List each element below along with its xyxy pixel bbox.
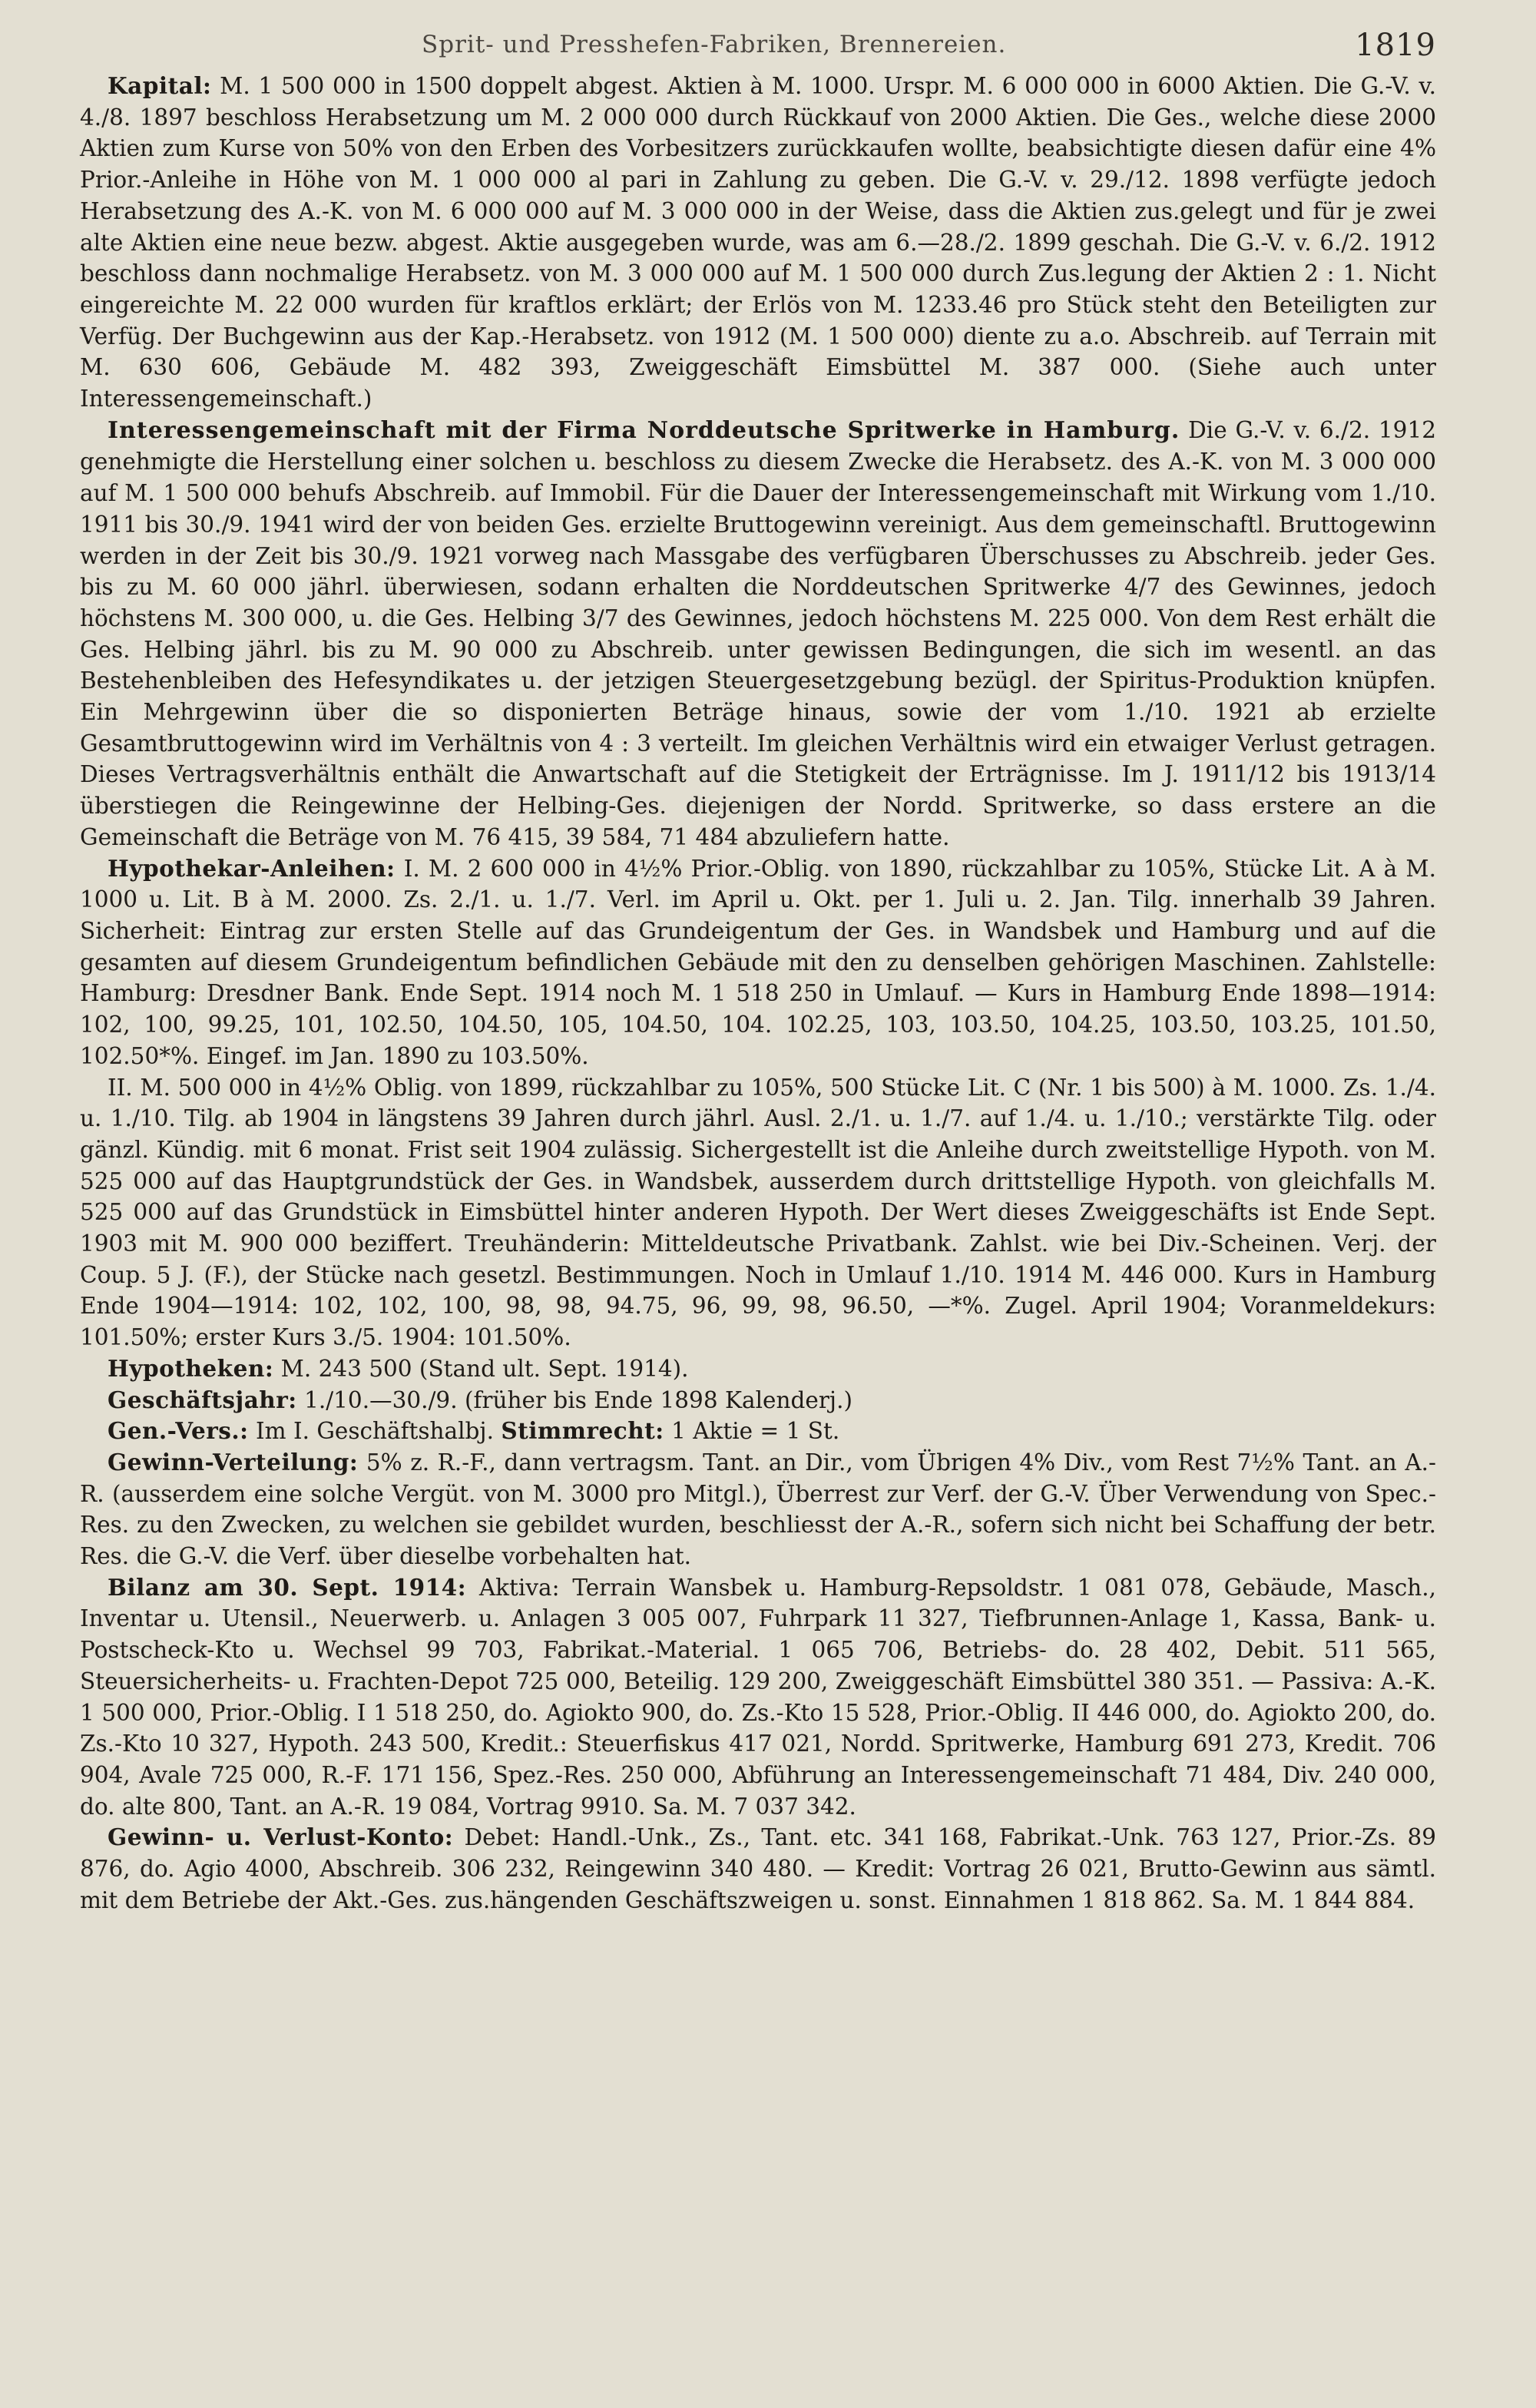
guv-paragraph xyxy=(80,1822,1436,1916)
guv-text: Debet: Handl.-Unk., Zs., Tant. etc. 341 168, Fabrikat.-Unk. 763 127, Prior.-Zs. 89 876, do. Agio 4000, Abschreib. 306 232, Reingewinn 340 480. — Kredit: Vortrag 26 021, Brutto-Gewinn aus sämtl. mit dem Betriebe der Akt.-Ges. zus.hängenden Geschäftszweigen u. sonst. Einnahmen 1 818 862. Sa. M. 1 844 884. xyxy=(80,1824,1436,1913)
bilanz-paragraph xyxy=(80,1572,1436,1823)
hypothekar-anleihen-paragraph xyxy=(80,853,1436,1072)
hyp-label: Hypothekar-Anleihen: xyxy=(108,854,396,882)
geschaeftsjahr-line xyxy=(80,1385,1436,1416)
guv-label: Gewinn- u. Verlust-Konto: xyxy=(108,1823,454,1851)
kapital-paragraph xyxy=(80,71,1436,415)
header-title: Sprit- und Presshefen-Fabriken, Brennereien. xyxy=(422,31,1007,58)
hypotheken-label: Hypotheken: xyxy=(108,1354,274,1382)
hypotheken-line xyxy=(80,1353,1436,1385)
bilanz-text: Aktiva: Terrain Wansbek u. Hamburg-Repsoldstr. 1 081 078, Gebäude, Masch., Inventar u. Utensil., Neuerwerb. u. Anlagen 3 005 007, Fuhrpark 11 327, Tiefbrunnen-Anlage 1, Kassa, Bank- u. Postscheck-Kto u. Wechsel 99 703, Fabrikat.-Material. 1 065 706, Betriebs- do. 28 402, Debit. 511 565, Steuersicherheits- u. Frachten-Depot 725 000, Beteilig. 129 200, Zweiggeschäft Eimsbüttel 380 351. — Passiva: A.-K. 1 500 000, Prior.-Oblig. I 1 518 250, do. Agiokto 900, do. Zs.-Kto 15 528, Prior.-Oblig. II 446 000, do. Agiokto 200, do. Zs.-Kto 10 327, Hypoth. 243 500, Kredit.: Steuerfiskus 417 021, Nordd. Spritwerke, Hamburg 691 273, Kredit. 706 904, Avale 725 000, R.-F. 171 156, Spez.-Res. 250 000, Abführung an Interessengemeinschaft 71 484, Div. 240 000, do. alte 800, Tant. an A.-R. 19 084, Vortrag 9910. Sa. M. 7 037 342. xyxy=(80,1574,1436,1820)
gewinn-verteilung-paragraph xyxy=(80,1447,1436,1572)
gen-vers-line xyxy=(80,1416,1436,1447)
stimmrecht-text: 1 Aktie = 1 St. xyxy=(671,1418,840,1445)
kapital-text: M. 1 500 000 in 1500 doppelt abgest. Aktien à M. 1000. Urspr. M. 6 000 000 in 6000 Aktien. Die G.-V. v. 4./8. 1897 beschloss Herabsetzung um M. 2 000 000 durch Rückkauf von 2000 Aktien. Die Ges., welche diese 2000 Aktien zum Kurse von 50% von den Erben des Vorbesitzers zurückkaufen wollte, beabsichtigte diesen dafür eine 4% Prior.-Anleihe in Höhe von M. 1 000 000 al pari in Zahlung zu geben. Die G.-V. v. 29./12. 1898 verfügte jedoch Herabsetzung des A.-K. von M. 6 000 000 auf M. 3 000 000 in der Weise, dass die Aktien zus.gelegt und für je zwei alte Aktien eine neue bezw. abgest. Aktie ausgegeben wurde, was am 6.—28./2. 1899 geschah. Die G.-V. v. 6./2. 1912 beschloss dann nochmalige Herabsetz. von M. 3 000 000 auf M. 1 500 000 durch Zus.legung der Aktien 2 : 1. Nicht eingereichte M. 22 000 wurden für kraftlos erklärt; der Erlös von M. 1233.46 pro Stück steht den Beteiligten zur Verfüg. Der Buchgewinn aus der Kap.-Herabsetz. von 1912 (M. 1 500 000) diente zu a.o. Abschreib. auf Terrain mit M. 630 606, Gebäude M. 482 393, Zweiggeschäft Eimsbüttel M. 387 000. (Siehe auch unter Interessengemeinschaft.) xyxy=(80,73,1436,412)
gj-text: 1./10.—30./9. (früher bis Ende 1898 Kalenderj.) xyxy=(304,1386,852,1413)
stimmrecht-label: Stimmrecht: xyxy=(501,1417,664,1445)
kapital-label: Kapital: xyxy=(108,72,212,99)
ig-label: Interessengemeinschaft mit der Firma Norddeutsche Spritwerke in Hamburg. xyxy=(108,416,1180,444)
page-number: 1819 xyxy=(1355,28,1436,63)
gj-label: Geschäftsjahr: xyxy=(108,1386,297,1413)
hyp-text: I. M. 2 600 000 in 4½% Prior.-Oblig. von 1890, rückzahlbar zu 105%, Stücke Lit. A à M. 1000 u. Lit. B à M. 2000. Zs. 2./1. u. 1./7. Verl. im April u. Okt. per 1. Juli u. 2. Jan. Tilg. innerhalb 39 Jahren. Sicherheit: Eintrag zur ersten Stelle auf das Grundeigentum der Ges. in Wandsbek und Hamburg und auf die gesamten auf diesem Grundeigentum befindlichen Gebäude mit den zu denselben gehörigen Maschinen. Zahlstelle: Hamburg: Dresdner Bank. Ende Sept. 1914 noch M. 1 518 250 in Umlauf. — Kurs in Hamburg Ende 1898—1914: 102, 100, 99.25, 101, 102.50, 104.50, 105, 104.50, 104. 102.25, 103, 103.50, 104.25, 103.50, 103.25, 101.50, 102.50*%. Eingef. im Jan. 1890 zu 103.50%. xyxy=(80,855,1436,1069)
gv-label: Gen.-Vers.: xyxy=(108,1417,249,1445)
hyp2-text: II. M. 500 000 in 4½% Oblig. von 1899, rückzahlbar zu 105%, 500 Stücke Lit. C (Nr. 1 bis 500) à M. 1000. Zs. 1./4. u. 1./10. Tilg. ab 1904 in längstens 39 Jahren durch jährl. Ausl. 2./1. u. 1./7. auf 1./4. u. 1./10.; verstärkte Tilg. oder gänzl. Kündig. mit 6 monat. Frist seit 1904 zulässig. Sichergestellt ist die Anleihe durch zweitstellige Hypoth. von M. 525 000 auf das Hauptgrundstück der Ges. in Wandsbek, ausserdem durch drittstellige Hypoth. von gleichfalls M. 525 000 auf das Grundstück in Eimsbüttel hinter anderen Hypoth. Der Wert dieses Zweiggeschäfts ist Ende Sept. 1903 mit M. 900 000 beziffert. Treuhänderin: Mitteldeutsche Privatbank. Zahlst. wie bei Div.-Scheinen. Verj. der Coup. 5 J. (F.), der Stücke nach gesetzl. Bestimmungen. Noch in Umlauf 1./10. 1914 M. 446 000. Kurs in Hamburg Ende 1904—1914: 102, 102, 100, 98, 98, 94.75, 96, 99, 98, 96.50, —*%. Zugel. April 1904; Voranmeldekurs: 101.50%; erster Kurs 3./5. 1904: 101.50%. xyxy=(80,1074,1436,1351)
interessengemeinschaft-paragraph xyxy=(80,415,1436,853)
hypotheken-text: M. 243 500 (Stand ult. Sept. 1914). xyxy=(280,1355,689,1382)
gewv-label: Gewinn-Verteilung: xyxy=(108,1448,359,1476)
running-header xyxy=(80,17,1436,71)
ig-text: Die G.-V. v. 6./2. 1912 genehmigte die Herstellung einer solchen u. beschloss zu diesem Zwecke die Herabsetz. des A.-K. von M. 3 000 000 auf M. 1 500 000 behufs Abschreib. auf Immobil. Für die Dauer der Interessengemeinschaft mit Wirkung vom 1./10. 1911 bis 30./9. 1941 wird der von beiden Ges. erzielte Bruttogewinn vereinigt. Aus dem gemeinschaftl. Bruttogewinn werden in der Zeit bis 30./9. 1921 vorweg nach Massgabe des verfügbaren Überschusses zu Abschreib. jeder Ges. bis zu M. 60 000 jährl. überwiesen, sodann erhalten die Norddeutschen Spritwerke 4/7 des Gewinnes, jedoch höchstens M. 300 000, u. die Ges. Helbing 3/7 des Gewinnes, jedoch höchstens M. 225 000. Von dem Rest erhält die Ges. Helbing jährl. bis zu M. 90 000 zu Abschreib. unter gewissen Bedingungen, die sich im wesentl. an das Bestehenbleiben des Hefesyndikates u. der jetzigen Steuergesetzgebung bezügl. der Spiritus-Produktion knüpfen. Ein Mehrgewinn über die so disponierten Beträge hinaus, sowie der vom 1./10. 1921 ab erzielte Gesamtbruttogewinn wird im Verhältnis von 4 : 3 verteilt. Im gleichen Verhältnis wird ein etwaiger Verlust getragen. Dieses Vertragsverhältnis enthält die Anwartschaft auf die Stetigkeit der Erträgnisse. Im J. 1911/12 bis 1913/14 überstiegen die Reingewinne der Helbing-Ges. diejenigen der Nordd. Spritwerke, so dass erstere an die Gemeinschaft die Beträge von M. 76 415, 39 584, 71 484 abzuliefern hatte. xyxy=(80,416,1436,850)
page-body xyxy=(80,71,1436,1916)
hypothekar-anleihe-2-paragraph xyxy=(80,1072,1436,1353)
gv-text: Im I. Geschäftshalbj. xyxy=(255,1418,494,1445)
bilanz-label: Bilanz am 30. Sept. 1914: xyxy=(108,1573,467,1601)
gewv-text: 5% z. R.-F., dann vertragsm. Tant. an Dir., vom Übrigen 4% Div., vom Rest 7½% Tant. an A.-R. (ausserdem eine solche Vergüt. von M. 3000 pro Mitgl.), Überrest zur Verf. der G.-V. Über Verwendung von Spec.-Res. zu den Zwecken, zu welchen sie gebildet wurden, beschliesst der A.-R., sofern sich nicht bei Schaffung der betr. Res. die G.-V. die Verf. über dieselbe vorbehalten hat. xyxy=(80,1449,1436,1570)
